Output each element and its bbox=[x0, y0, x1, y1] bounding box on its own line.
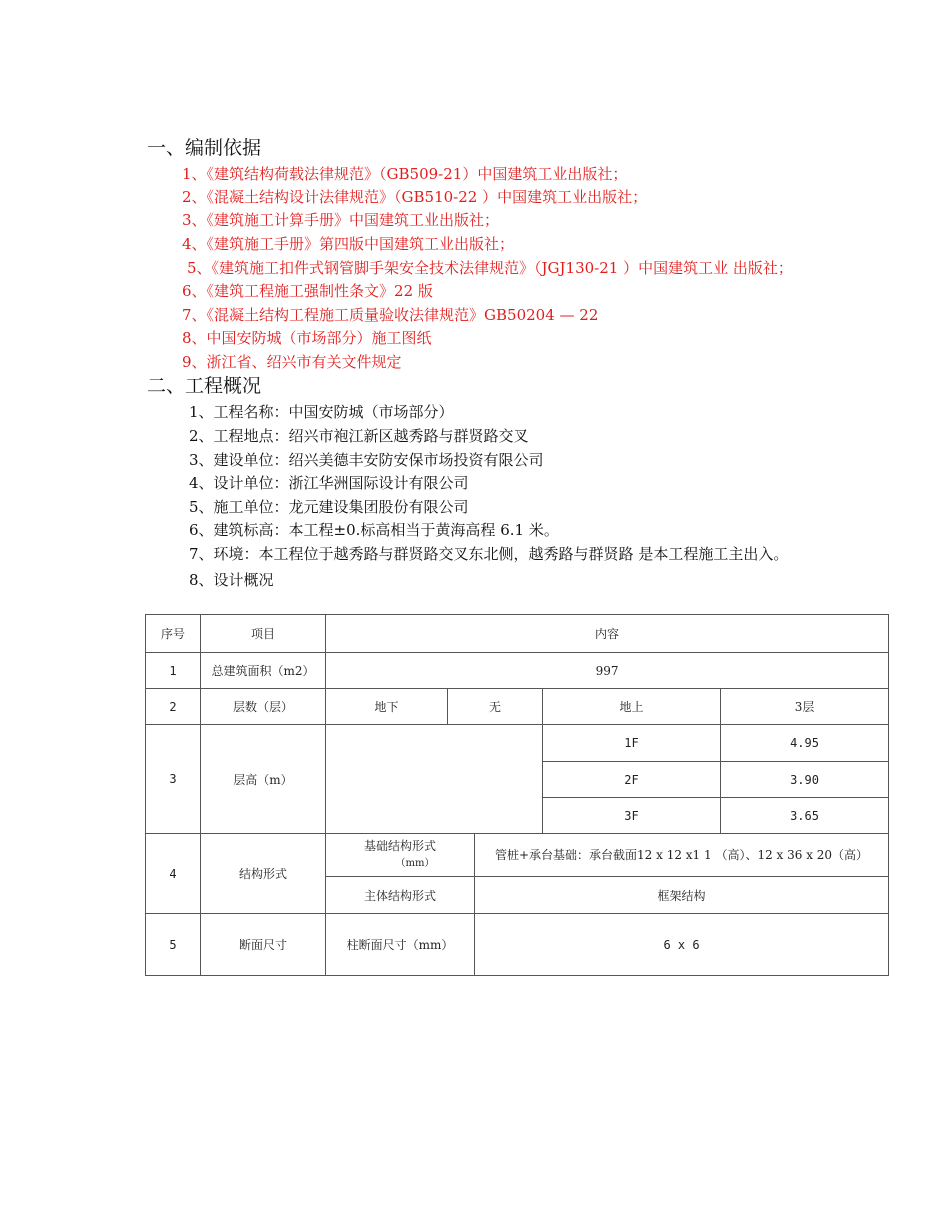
basis-item-3: 3、《建筑施工计算手册》中国建筑工业出版社； bbox=[182, 211, 500, 229]
section-heading-basis: 一、编制依据 bbox=[147, 137, 262, 159]
row1-value: 997 bbox=[326, 653, 889, 689]
row4-foundation-value: 管桩+承台基础：承台截面12 x 12 x1 1 （高）、12 x 36 x 20（高） bbox=[475, 834, 889, 877]
overview-item-6: 6、建筑标高：本工程±0.标高相当于黄海高程 6.1 米。 bbox=[189, 521, 559, 539]
header-content: 内容 bbox=[326, 615, 889, 653]
table-row bbox=[146, 653, 889, 689]
basis-item-2: 2、《混凝土结构设计法律规范》（GB510-22 ）中国建筑工业出版社； bbox=[182, 188, 648, 206]
row4-foundation-unit: （mm） bbox=[395, 858, 435, 869]
row3-floor-1: 1F bbox=[543, 725, 721, 762]
row4-main-label: 主体结构形式 bbox=[326, 877, 475, 914]
row4-foundation-label: 基础结构形式 bbox=[363, 839, 436, 853]
overview-item-2: 2、工程地点：绍兴市袍江新区越秀路与群贤路交叉 bbox=[189, 427, 529, 445]
row5-no: 5 bbox=[146, 914, 201, 976]
basis-item-9: 9、浙江省、绍兴市有关文件规定 bbox=[182, 353, 402, 371]
overview-item-8: 8、设计概况 bbox=[189, 571, 274, 589]
row2-item: 层数（层） bbox=[201, 689, 326, 725]
basis-item-5: 5、《建筑施工扣件式钢管脚手架安全技术法律规范》（JGJ130-21 ）中国建筑工业 出版社； bbox=[187, 259, 793, 277]
row3-no: 3 bbox=[146, 725, 201, 834]
row1-no: 1 bbox=[146, 653, 201, 689]
basis-item-7: 7、《混凝土结构工程施工质量验收法律规范》GB50204 — 22 bbox=[182, 306, 599, 324]
row4-foundation-label-cell bbox=[326, 834, 475, 877]
table-header-row bbox=[146, 615, 889, 653]
row5-label: 柱断面尺寸（mm） bbox=[326, 914, 475, 976]
row3-height-3: 3.65 bbox=[721, 798, 889, 834]
row5-item: 断面尺寸 bbox=[201, 914, 326, 976]
overview-item-4: 4、设计单位：浙江华洲国际设计有限公司 bbox=[189, 474, 469, 492]
row2-below-label: 地下 bbox=[326, 689, 448, 725]
table-row bbox=[146, 834, 889, 877]
row3-item: 层高（m） bbox=[201, 725, 326, 834]
row3-blank bbox=[326, 725, 543, 834]
row3-height-2: 3.90 bbox=[721, 762, 889, 798]
row3-floor-3: 3F bbox=[543, 798, 721, 834]
row2-below-value: 无 bbox=[448, 689, 543, 725]
basis-item-4: 4、《建筑施工手册》第四版中国建筑工业出版社； bbox=[182, 235, 515, 253]
design-overview-table bbox=[145, 614, 889, 976]
row4-no: 4 bbox=[146, 834, 201, 914]
row3-height-1: 4.95 bbox=[721, 725, 889, 762]
table-row bbox=[146, 725, 889, 762]
row2-above-value: 3层 bbox=[721, 689, 889, 725]
row1-item: 总建筑面积（m2） bbox=[201, 653, 326, 689]
overview-item-5: 5、施工单位：龙元建设集团股份有限公司 bbox=[189, 498, 469, 516]
header-no: 序号 bbox=[146, 615, 201, 653]
row2-above-label: 地上 bbox=[543, 689, 721, 725]
overview-item-3: 3、建设单位：绍兴美德丰安防安保市场投资有限公司 bbox=[189, 451, 544, 469]
row5-value: 6 x 6 bbox=[475, 914, 889, 976]
basis-item-8: 8、中国安防城（市场部分）施工图纸 bbox=[182, 329, 432, 347]
table-row bbox=[146, 914, 889, 976]
row4-main-value: 框架结构 bbox=[475, 877, 889, 914]
basis-item-6: 6、《建筑工程施工强制性条文》22 版 bbox=[182, 282, 433, 300]
overview-item-1: 1、工程名称：中国安防城（市场部分） bbox=[189, 403, 454, 421]
header-item: 项目 bbox=[201, 615, 326, 653]
basis-item-1: 1、《建筑结构荷载法律规范》（GB509-21）中国建筑工业出版社； bbox=[182, 165, 628, 183]
row2-no: 2 bbox=[146, 689, 201, 725]
overview-item-7: 7、环境：本工程位于越秀路与群贤路交叉东北侧，越秀路与群贤路 是本工程施工主出入。 bbox=[189, 545, 789, 563]
table-row bbox=[146, 689, 889, 725]
section-heading-overview: 二、工程概况 bbox=[147, 375, 262, 397]
row4-item: 结构形式 bbox=[201, 834, 326, 914]
row3-floor-2: 2F bbox=[543, 762, 721, 798]
